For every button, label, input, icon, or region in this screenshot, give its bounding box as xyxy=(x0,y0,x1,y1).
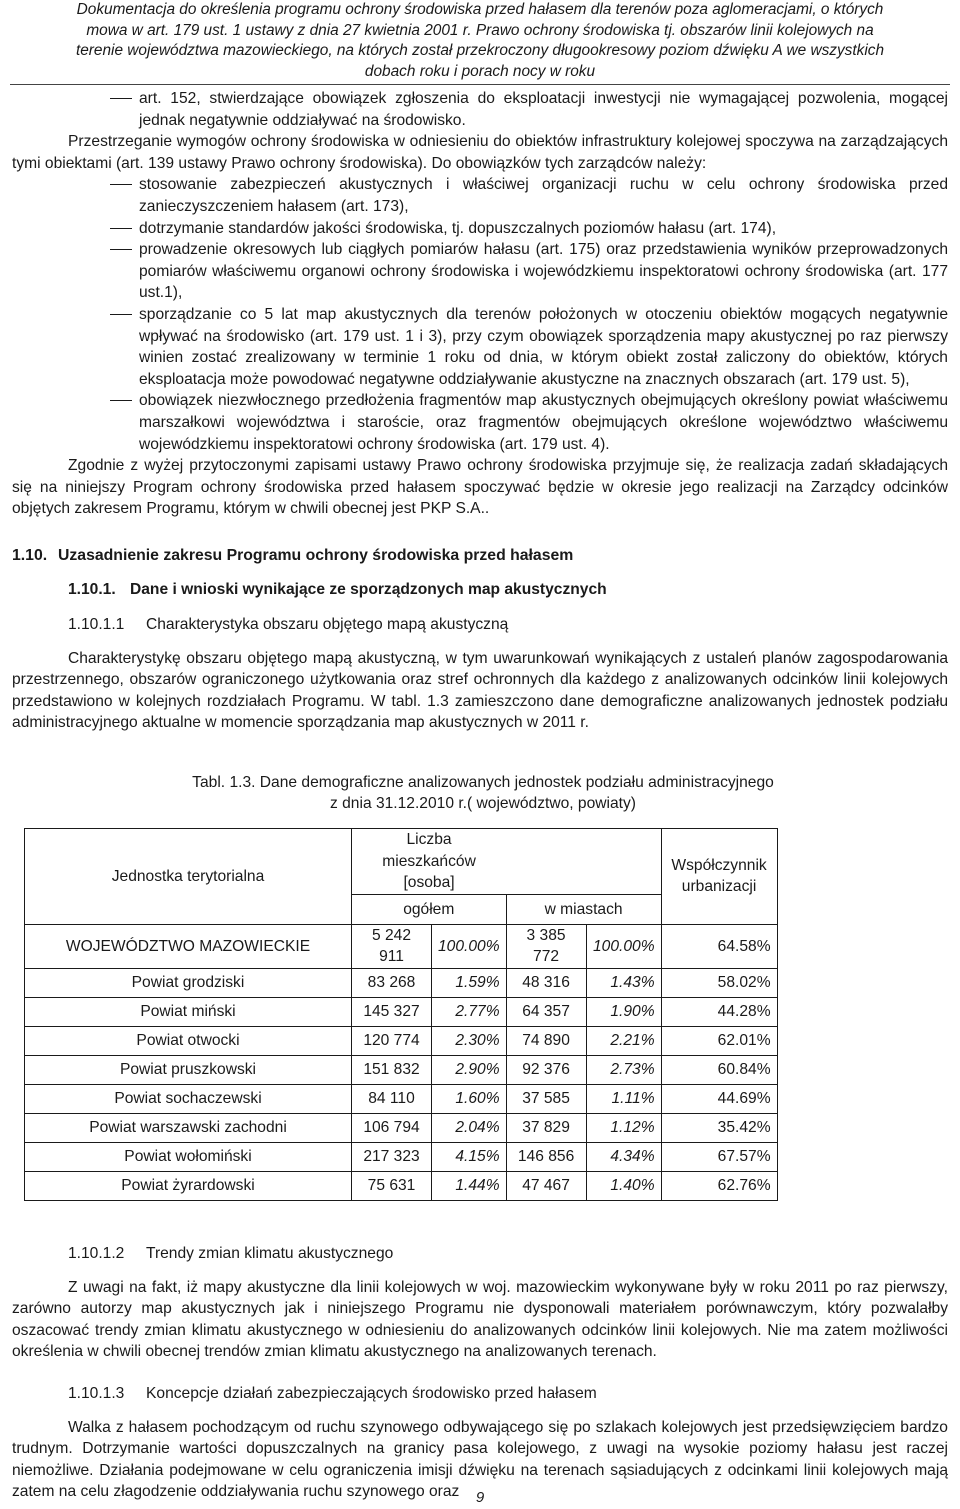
cell-urban: 48 316 xyxy=(506,969,586,998)
paragraph-concepts: Walka z hałasem pochodzącym od ruchu szynowego odbywającego się po szlakach kolejowych jest przedsięwzięciem bardzo trudnym. Dotrzymanie wartości dopuszczalnych na granicy pasa kolejowego, z uwagi na wysokie poziomy hałasu jest raczej niemożliwe. Działania podejmowane w celu ograniczenia imisji dźwięku na terenach sąsiadujących z odcinkami linii kolejowych mają zatem na celu złagodzenie oddziaływania ruchu szynowego oraz xyxy=(12,1418,948,1501)
cell-total-pct: 1.60% xyxy=(432,1085,507,1114)
cell-unit: Powiat miński xyxy=(25,998,352,1027)
cell-rate: 58.02% xyxy=(661,969,777,998)
header-line: dobach roku i porach nocy w roku xyxy=(364,62,596,80)
column-header-total: ogółem xyxy=(352,894,507,924)
list-item: obowiązek niezwłocznego przedłożenia fragmentów map akustycznych obejmujących określony powiat właściwemu marszałkowi województwa i staroście, oraz fragmentów obejmujących określone województwo właściwemu wojewódzkiemu inspektoratowi ochrony środowiska (art. 179 ust. 4). xyxy=(12,390,948,455)
cell-unit: Powiat wołomiński xyxy=(25,1143,352,1172)
cell-urban-pct: 4.34% xyxy=(586,1143,661,1172)
section-heading-1-10: 1.10. Uzasadnienie zakresu Programu ochrony środowiska przed hałasem xyxy=(12,546,574,564)
dash-bullet-icon xyxy=(110,400,132,401)
cell-unit: Powiat sochaczewski xyxy=(25,1085,352,1114)
cell-total-pct: 2.30% xyxy=(432,1027,507,1056)
list-item: prowadzenie okresowych lub ciągłych pomiarów hałasu (art. 175) oraz przedstawienia wyników przeprowadzonych pomiarów właściwemu organowi ochrony środowiska i wojewódzkiemu inspektoratowi ochrony środowiska (art. 177 ust.1), xyxy=(12,239,948,304)
column-header-rate: Współczynnik urbanizacji xyxy=(661,829,777,925)
cell-total: 75 631 xyxy=(352,1172,432,1201)
dash-bullet-icon xyxy=(110,228,132,229)
cell-total-pct: 4.15% xyxy=(432,1143,507,1172)
cell-urban-pct: 1.11% xyxy=(586,1085,661,1114)
list-item: dotrzymanie standardów jakości środowiska, tj. dopuszczalnych poziomów hałasu (art. 174), xyxy=(12,218,948,240)
cell-urban-pct: 2.73% xyxy=(586,1056,661,1085)
list-item: art. 152, stwierdzające obowiązek zgłoszenia do eksploatacji inwestycji nie wymagającej pozwolenia, mogącej jednak negatywnie oddziaływać na środowisko. xyxy=(12,88,948,131)
cell-unit: Powiat pruszkowski xyxy=(25,1056,352,1085)
running-header xyxy=(10,0,950,82)
cell-unit: Powiat otwocki xyxy=(25,1027,352,1056)
header-line: Dokumentacja do określenia programu ochrony środowiska przed hałasem dla terenów poza aglomeracjami, o których xyxy=(76,1,884,18)
cell-urban: 3 385 772 xyxy=(506,924,586,968)
cell-rate: 60.84% xyxy=(661,1056,777,1085)
header-line: terenie województwa mazowieckiego, na których został przekroczony długookresowy poziom dźwięku A we wszystkich xyxy=(75,42,885,59)
column-header-population: Liczba mieszkańców [osoba] xyxy=(352,829,507,895)
cell-rate: 64.58% xyxy=(661,924,777,968)
demographics-table xyxy=(24,828,778,1201)
cell-urban: 37 585 xyxy=(506,1085,586,1114)
header-line: mowa w art. 179 ust. 1 ustawy z dnia 27 kwietnia 2001 r. Prawo ochrony środowiska tj. obszarów linii kolejowych na xyxy=(86,21,874,39)
cell-rate: 35.42% xyxy=(661,1114,777,1143)
cell-total: 106 794 xyxy=(352,1114,432,1143)
list-item: sporządzanie co 5 lat map akustycznych dla terenów położonych w otoczeniu obiektów mogących negatywnie wpływać na środowisko (art. 179 ust. 1 i 3), przy czym obowiązek sporządzenia mapy akustycznej po raz pierwszy winien zostać zrealizowany w terminie 1 roku od dnia, w którym obiekt został zaliczony do obiektów, których eksploatacja może powodować negatywne oddziaływanie akustyczne na znacznych obszarach (art. 179 ust. 5), xyxy=(12,304,948,390)
cell-urban: 74 890 xyxy=(506,1027,586,1056)
cell-urban: 47 467 xyxy=(506,1172,586,1201)
paragraph-obligations: Przestrzeganie wymogów ochrony środowiska w odniesieniu do obiektów infrastruktury kolejowej spoczywa na zarządzających tymi obiektami (art. 139 ustawy Prawo ochrony środowiska). Do obowiązków tych zarządców należy: xyxy=(12,133,948,172)
table-row xyxy=(25,998,778,1027)
cell-total: 120 774 xyxy=(352,1027,432,1056)
cell-urban-pct: 1.90% xyxy=(586,998,661,1027)
cell-total-pct: 1.44% xyxy=(432,1172,507,1201)
column-header-unit: Jednostka terytorialna xyxy=(25,829,352,925)
cell-unit: Powiat grodziski xyxy=(25,969,352,998)
table-body xyxy=(25,924,778,1200)
cell-total: 151 832 xyxy=(352,1056,432,1085)
table-row xyxy=(25,1085,778,1114)
list-item: stosowanie zabezpieczeń akustycznych i właściwej organizacji ruchu w celu ochrony środowiska przed zanieczyszczeniem hałasem (art. 173), xyxy=(12,174,948,217)
dash-bullet-icon xyxy=(110,314,132,315)
table-row xyxy=(25,924,778,968)
cell-unit: Powiat żyrardowski xyxy=(25,1172,352,1201)
cell-rate: 44.69% xyxy=(661,1085,777,1114)
cell-unit: Powiat warszawski zachodni xyxy=(25,1114,352,1143)
cell-rate: 44.28% xyxy=(661,998,777,1027)
dash-bullet-icon xyxy=(110,98,132,99)
cell-total-pct: 100.00% xyxy=(432,924,507,968)
section-heading-1-10-1: 1.10.1. Dane i wnioski wynikające ze sporządzonych map akustycznych xyxy=(68,581,607,599)
table-caption: Tabl. 1.3. Dane demograficzne analizowanych jednostek podziału administracyjnego z dnia 31.12.2010 r.( województwo, powiaty) xyxy=(192,774,774,813)
table-row xyxy=(25,1114,778,1143)
cell-urban-pct: 100.00% xyxy=(586,924,661,968)
cell-rate: 62.01% xyxy=(661,1027,777,1056)
cell-urban: 146 856 xyxy=(506,1143,586,1172)
table-row xyxy=(25,1143,778,1172)
cell-total-pct: 2.90% xyxy=(432,1056,507,1085)
table-row xyxy=(25,1172,778,1201)
cell-rate: 67.57% xyxy=(661,1143,777,1172)
paragraph-trends: Z uwagi na fakt, iż mapy akustyczne dla linii kolejowych w woj. mazowieckim wykonywane były w roku 2011 po raz pierwszy, zarówno autorzy map akustycznych jak i niniejszego Programu nie dysponowali materiałem porównawczym, który pozwalałby oszacować trendy zmian klimatu akustycznego w odniesieniu do analizowanych odcinków linii kolejowych. Nie ma zatem możliwości określenia w chwili obecnej trendów zmian klimatu akustycznego na analizowanych terenach. xyxy=(12,1278,948,1361)
cell-total: 145 327 xyxy=(352,998,432,1027)
cell-urban: 37 829 xyxy=(506,1114,586,1143)
cell-total-pct: 2.04% xyxy=(432,1114,507,1143)
paragraph-area-description: Charakterystykę obszaru objętego mapą akustyczną, w tym uwarunkowań wynikających z ustaleń planów zagospodarowania przestrzennego, obszarów ograniczonego użytkowania oraz stref ochronnych dla każdego z analizowanych odcinków linii kolejowych przedstawiono w kolejnych rozdziałach Programu. W tabl. 1.3 zamieszczono dane demograficzne analizowanych jednostek podziału administracyjnego aktualne w momencie sporządzania map akustycznych w 2011 r. xyxy=(12,649,948,732)
paragraph-conclusion: Zgodnie z wyżej przytoczonymi zapisami ustawy Prawo ochrony środowiska przyjmuje się, że realizacja zadań składających się na niniejszy Program ochrony środowiska przed hałasem spoczywać będzie w okresie jego realizacji na Zarządcy odcinków objętych zakresem Programu, którym w chwili obecnej jest PKP S.A.. xyxy=(12,457,948,518)
section-heading-1-10-1-2: 1.10.1.2 Trendy zmian klimatu akustycznego xyxy=(68,1245,394,1262)
cell-urban: 92 376 xyxy=(506,1056,586,1085)
duties-list xyxy=(12,174,948,455)
table-row xyxy=(25,1056,778,1085)
page-number: 9 xyxy=(475,1489,485,1506)
header-rule xyxy=(10,84,950,85)
cell-total-pct: 1.59% xyxy=(432,969,507,998)
dash-bullet-icon xyxy=(110,249,132,250)
main-content xyxy=(12,88,948,1503)
cell-unit: WOJEWÓDZTWO MAZOWIECKIE xyxy=(25,924,352,968)
intro-list xyxy=(12,88,948,131)
column-header-urban: w miastach xyxy=(506,894,661,924)
dash-bullet-icon xyxy=(110,184,132,185)
cell-urban-pct: 2.21% xyxy=(586,1027,661,1056)
table-row xyxy=(25,969,778,998)
section-heading-1-10-1-1: 1.10.1.1 Charakterystyka obszaru objętego mapą akustyczną xyxy=(68,616,509,634)
cell-urban-pct: 1.40% xyxy=(586,1172,661,1201)
cell-total: 217 323 xyxy=(352,1143,432,1172)
section-heading-1-10-1-3: 1.10.1.3 Koncepcje działań zabezpieczających środowisko przed hałasem xyxy=(68,1384,597,1402)
cell-urban-pct: 1.12% xyxy=(586,1114,661,1143)
cell-urban: 64 357 xyxy=(506,998,586,1027)
cell-total: 84 110 xyxy=(352,1085,432,1114)
cell-total-pct: 2.77% xyxy=(432,998,507,1027)
cell-total: 5 242 911 xyxy=(352,924,432,968)
cell-urban-pct: 1.43% xyxy=(586,969,661,998)
cell-rate: 62.76% xyxy=(661,1172,777,1201)
table-row xyxy=(25,1027,778,1056)
cell-total: 83 268 xyxy=(352,969,432,998)
